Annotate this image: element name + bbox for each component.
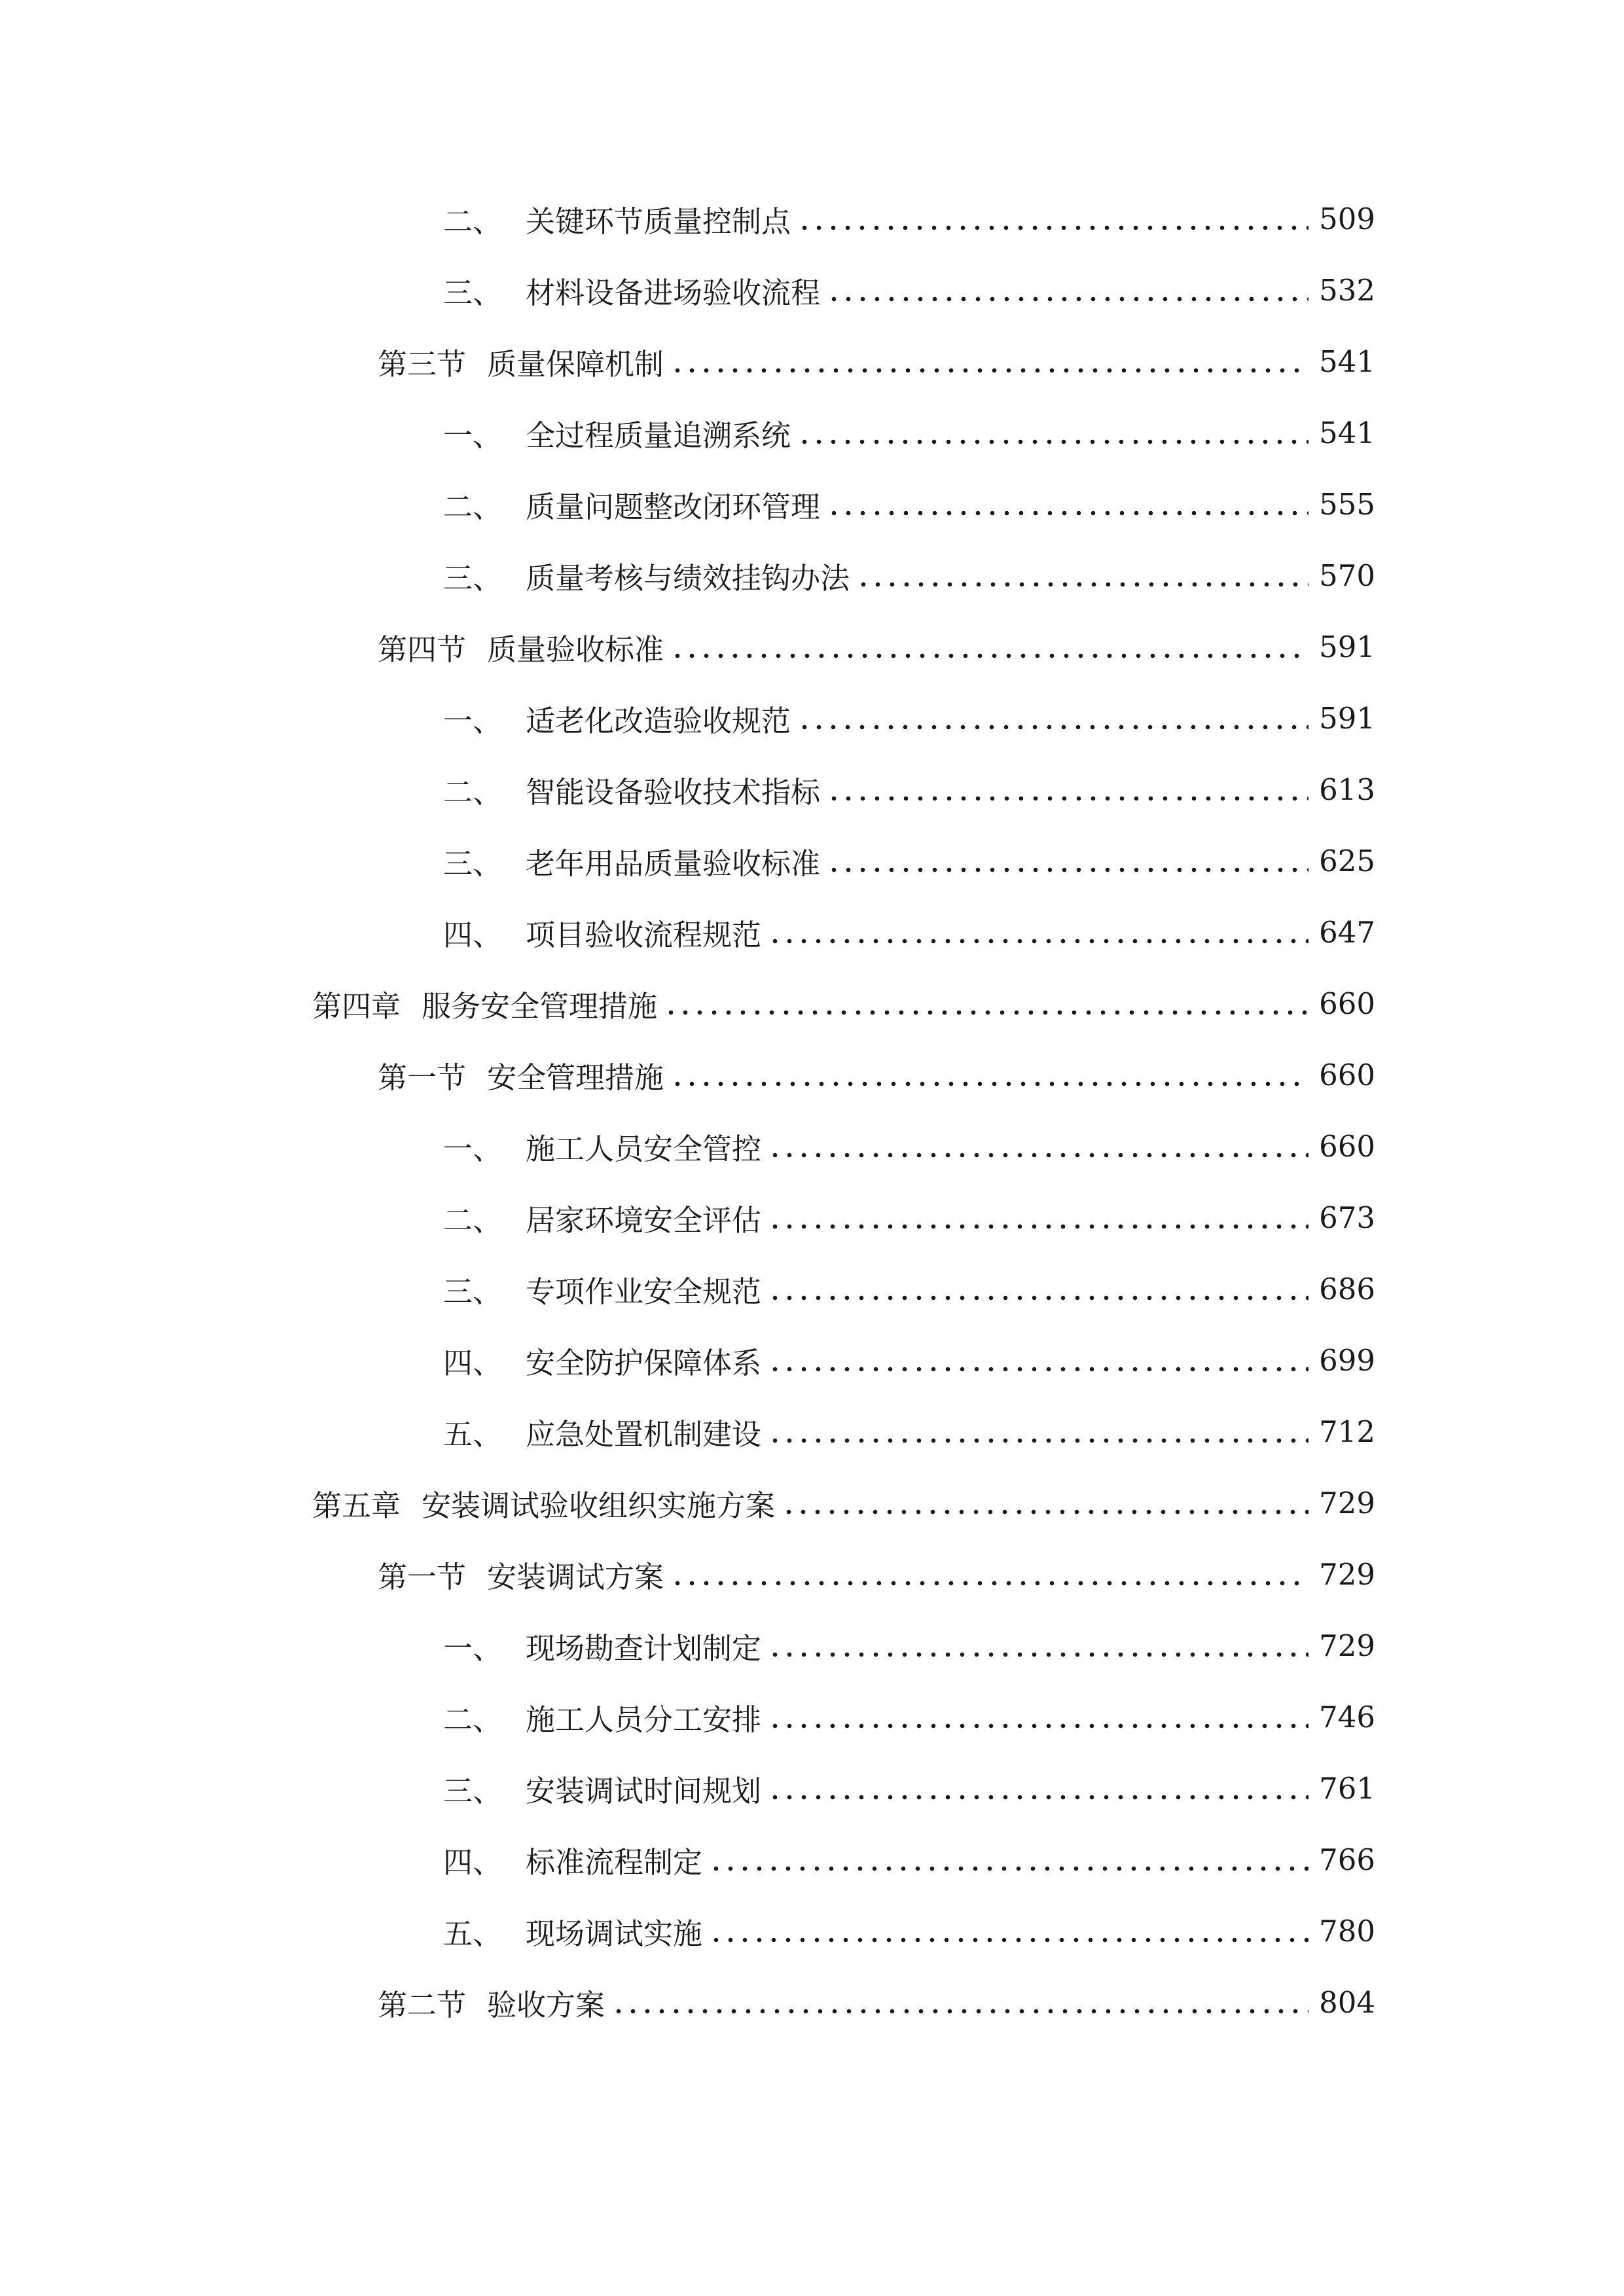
dot-leader [670,651,1308,661]
toc-entry-title: 现场调试实施 [526,1916,703,1951]
toc-entry-page: 746 [1319,1699,1375,1734]
dot-leader [797,722,1308,732]
toc-entry-title: 智能设备验收技术指标 [526,774,821,810]
toc-entry-title: 材料设备进场验收流程 [526,275,821,310]
toc-entry-number: 一、 [443,1131,503,1166]
toc-entry-title: 安全防护保障体系 [526,1345,762,1380]
toc-entry[interactable] [312,980,1375,1026]
toc-entry-title: 质量问题整改闭环管理 [526,489,821,524]
dot-leader [768,936,1308,946]
toc-entry[interactable] [443,552,1375,598]
toc-entry-title: 老年用品质量验收标准 [526,846,821,881]
toc-entry-page: 660 [1319,1057,1375,1092]
toc-entry[interactable] [443,766,1375,812]
toc-entry-number: 第四节 [378,632,467,667]
toc-entry-number: 四、 [443,917,503,952]
dot-leader [827,508,1308,518]
dot-leader [709,1935,1308,1945]
toc-entry-page: 591 [1319,629,1375,664]
toc-entry-number: 三、 [443,275,503,310]
dot-leader [611,2006,1308,2017]
toc-entry[interactable] [443,1694,1375,1740]
toc-entry[interactable] [378,1052,1375,1098]
toc-entry-number: 五、 [443,1916,503,1951]
toc-entry-number: 五、 [443,1416,503,1452]
toc-entry-title: 验收方案 [487,1987,605,2022]
toc-entry-number: 二、 [443,774,503,810]
toc-entry-title: 安装调试方案 [487,1559,664,1594]
toc-entry[interactable] [443,1908,1375,1954]
dot-leader [782,1507,1308,1517]
dot-leader [768,1721,1308,1731]
toc-entry-title: 专项作业安全规范 [526,1274,762,1309]
toc-entry-page: 699 [1319,1342,1375,1378]
toc-entry-number: 第四章 [312,988,401,1024]
toc-entry-page: 509 [1319,201,1375,236]
toc-entry[interactable] [378,1979,1375,2025]
toc-entry-title: 应急处置机制建设 [526,1416,762,1452]
toc-entry-page: 660 [1319,1128,1375,1164]
toc-entry[interactable] [443,1266,1375,1312]
toc-entry-number: 第五章 [312,1488,401,1523]
dot-leader [768,1435,1308,1446]
toc-entry[interactable] [443,196,1375,242]
toc-entry[interactable] [443,909,1375,955]
toc-entry[interactable] [443,695,1375,741]
toc-entry-title: 质量考核与绩效挂钩办法 [526,560,850,596]
dot-leader [670,365,1308,376]
dot-leader [797,437,1308,447]
toc-entry-title: 质量保障机制 [487,346,664,382]
toc-entry-number: 四、 [443,1844,503,1880]
toc-entry-number: 第三节 [378,346,467,382]
toc-entry-page: 712 [1319,1414,1375,1449]
toc-entry-title: 全过程质量追溯系统 [526,418,791,453]
toc-entry[interactable] [378,1551,1375,1597]
toc-entry[interactable] [443,1623,1375,1668]
toc-entry-page: 766 [1319,1842,1375,1877]
toc-entry-number: 一、 [443,1630,503,1666]
toc-entry-page: 532 [1319,272,1375,308]
toc-entry-page: 804 [1319,1984,1375,2020]
toc-entry-number: 二、 [443,1702,503,1737]
toc-entry[interactable] [378,624,1375,670]
toc-entry-title: 安装调试时间规划 [526,1773,762,1808]
toc-entry-title: 施工人员安全管控 [526,1131,762,1166]
toc-entry[interactable] [443,1337,1375,1383]
toc-entry-page: 570 [1319,558,1375,593]
toc-entry[interactable] [443,267,1375,313]
toc-entry[interactable] [443,410,1375,456]
toc-entry[interactable] [312,1480,1375,1526]
toc-entry-number: 二、 [443,204,503,239]
toc-entry-number: 四、 [443,1345,503,1380]
toc-entry-page: 729 [1319,1628,1375,1663]
toc-entry-number: 第二节 [378,1987,467,2022]
toc-entry-number: 第一节 [378,1559,467,1594]
dot-leader [664,1007,1308,1018]
dot-leader [768,1649,1308,1660]
toc-entry-number: 三、 [443,1773,503,1808]
dot-leader [709,1863,1308,1874]
dot-leader [768,1792,1308,1803]
toc-entry-page: 555 [1319,486,1375,522]
toc-entry-page: 541 [1319,415,1375,450]
toc-entry-page: 686 [1319,1271,1375,1306]
dot-leader [670,1079,1308,1089]
toc-entry-title: 服务安全管理措施 [422,988,658,1024]
toc-entry[interactable] [443,1408,1375,1454]
toc-entry[interactable] [378,338,1375,384]
toc-entry[interactable] [443,1837,1375,1882]
toc-entry-title: 质量验收标准 [487,632,664,667]
dot-leader [827,793,1308,804]
toc-entry[interactable] [443,481,1375,527]
toc-entry-page: 647 [1319,914,1375,950]
toc-entry-page: 660 [1319,986,1375,1021]
toc-entry-number: 二、 [443,1202,503,1238]
toc-entry-page: 729 [1319,1556,1375,1592]
toc-entry-number: 三、 [443,1274,503,1309]
toc-entry-number: 一、 [443,418,503,453]
toc-entry-page: 729 [1319,1485,1375,1520]
toc-entry-title: 标准流程制定 [526,1844,703,1880]
toc-entry-title: 安全管理措施 [487,1060,664,1095]
dot-leader [768,1364,1308,1374]
toc-entry-number: 二、 [443,489,503,524]
toc-entry-title: 关键环节质量控制点 [526,204,791,239]
toc-entry-page: 591 [1319,700,1375,736]
toc-entry-number: 一、 [443,703,503,738]
toc-entry-title: 安装调试验收组织实施方案 [422,1488,776,1523]
toc-entry-title: 适老化改造验收规范 [526,703,791,738]
toc-entry-title: 施工人员分工安排 [526,1702,762,1737]
toc-entry-page: 761 [1319,1770,1375,1806]
toc-entry-page: 541 [1319,344,1375,379]
dot-leader [768,1150,1308,1160]
dot-leader [827,294,1308,304]
toc-entry[interactable] [443,1194,1375,1240]
toc-entry-page: 613 [1319,772,1375,807]
dot-leader [670,1578,1308,1588]
toc-entry-number: 三、 [443,846,503,881]
toc-entry-number: 第一节 [378,1060,467,1095]
toc-entry[interactable] [443,1765,1375,1811]
toc-entry-page: 780 [1319,1913,1375,1948]
toc-entry[interactable] [443,1123,1375,1169]
toc-entry-title: 居家环境安全评估 [526,1202,762,1238]
toc-entry-number: 三、 [443,560,503,596]
toc-entry-page: 673 [1319,1200,1375,1235]
dot-leader [827,865,1308,875]
toc-entry-page: 625 [1319,843,1375,878]
toc-entry-title: 项目验收流程规范 [526,917,762,952]
dot-leader [768,1221,1308,1232]
dot-leader [768,1293,1308,1303]
dot-leader [856,579,1308,590]
dot-leader [797,223,1308,233]
toc-entry[interactable] [443,838,1375,884]
toc-entry-title: 现场勘查计划制定 [526,1630,762,1666]
